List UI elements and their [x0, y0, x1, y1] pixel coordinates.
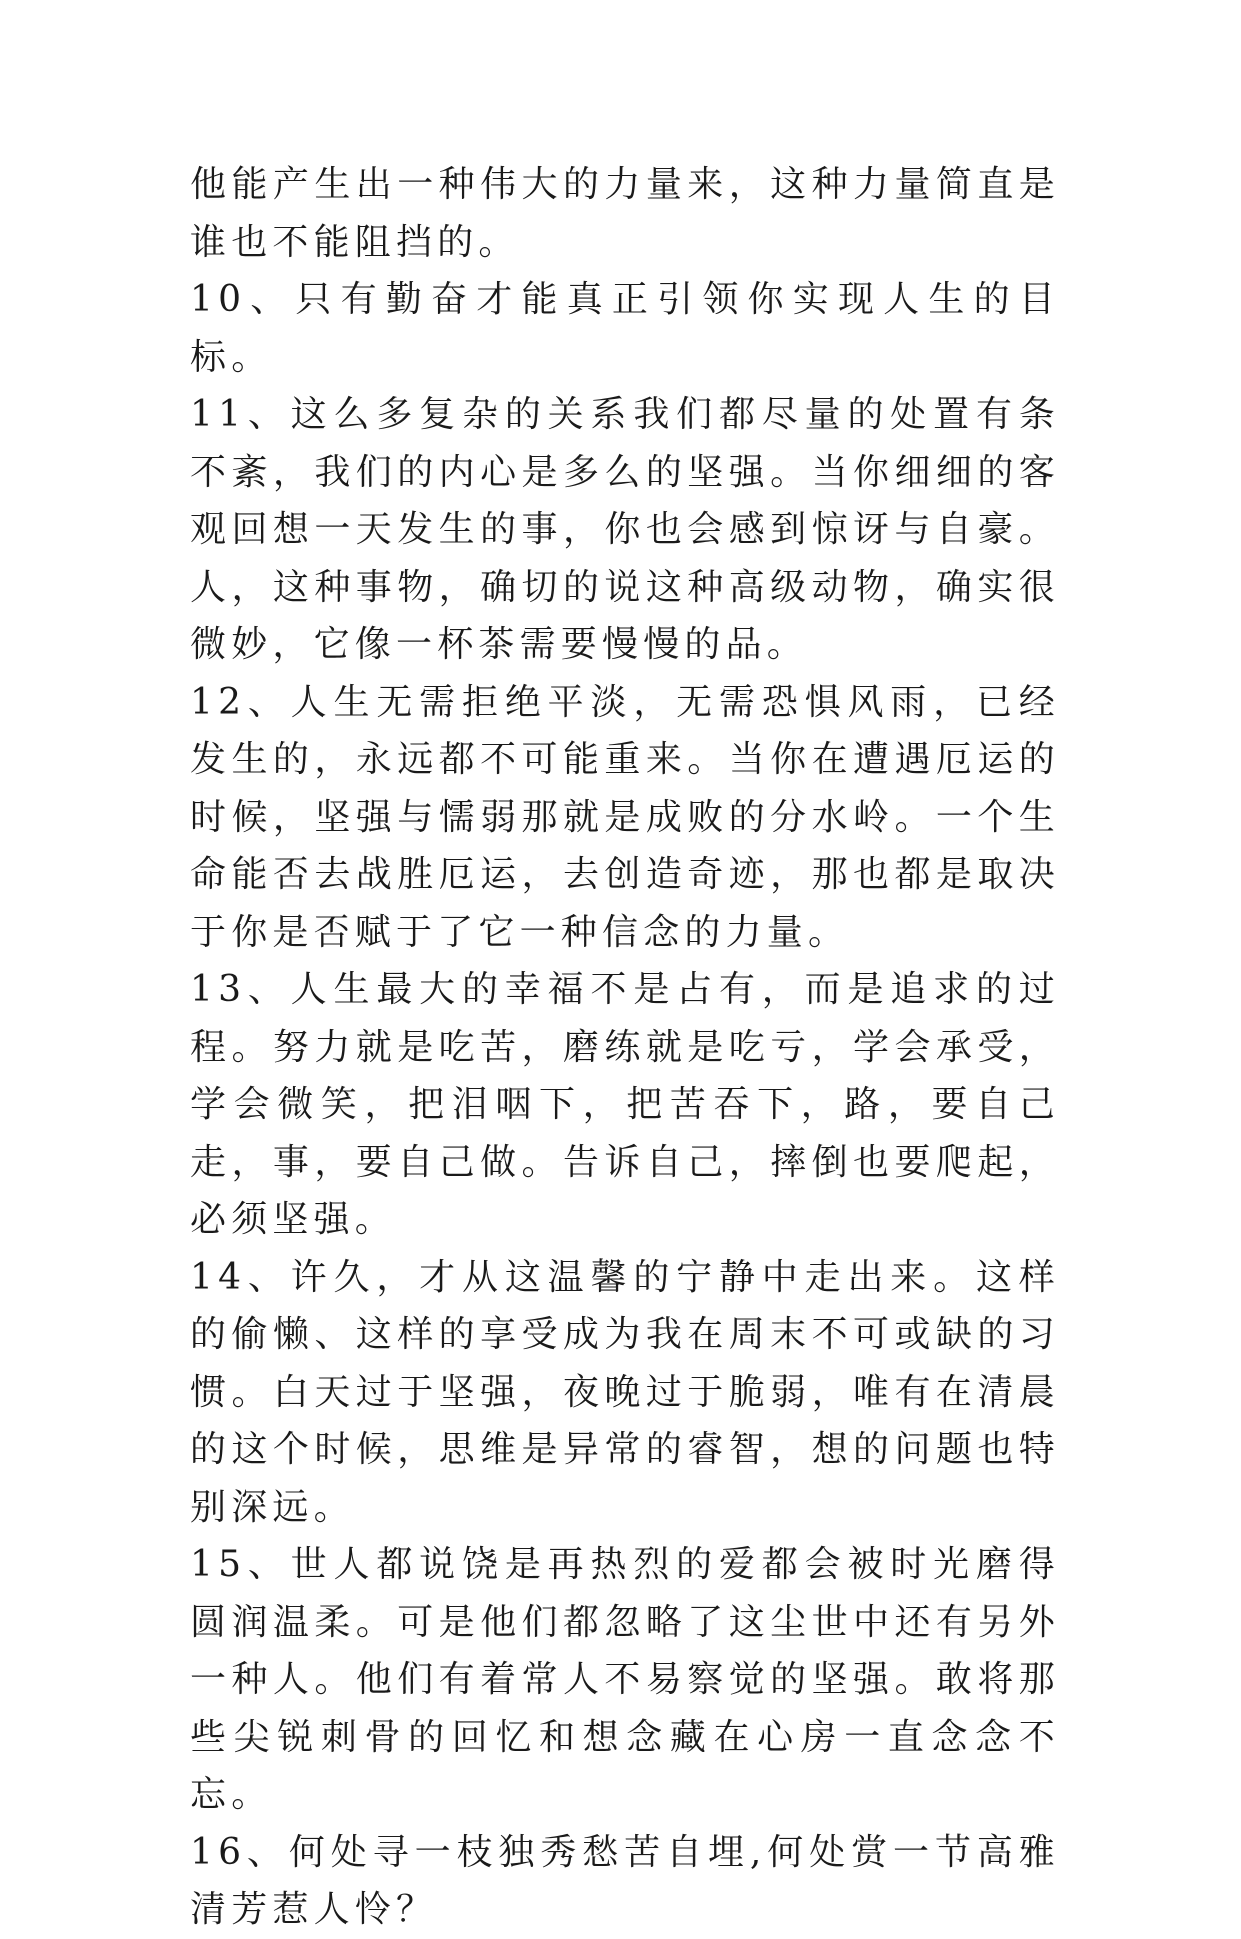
paragraph-item-11: 11、这么多复杂的关系我们都尽量的处置有条不紊，我们的内心是多么的坚强。当你细细的客观回想一天发生的事，你也会感到惊讶与自豪。人，这种事物，确切的说这种高级动物，确实很微妙，它像一杯茶需要慢慢的品。 [190, 394, 1060, 665]
paragraph-continuation: 他能产生出一种伟大的力量来，这种力量简直是谁也不能阻挡的。 [190, 164, 1060, 263]
document-body [190, 156, 1060, 1939]
paragraph-item-12: 12、人生无需拒绝平淡，无需恐惧风雨，已经发生的，永远都不可能重来。当你在遭遇厄运的时候，坚强与懦弱那就是成败的分水岭。一个生命能否去战胜厄运，去创造奇迹，那也都是取决于你是否赋于了它一种信念的力量。 [190, 681, 1060, 953]
paragraph-item-14: 14、许久，才从这温馨的宁静中走出来。这样的偷懒、这样的享受成为我在周末不可或缺的习惯。白天过于坚强，夜晚过于脆弱，唯有在清晨的这个时候，思维是异常的睿智，想的问题也特别深远。 [190, 1256, 1060, 1528]
paragraph-item-10: 10、只有勤奋才能真正引领你实现人生的目标。 [190, 279, 1060, 378]
paragraph-item-16: 16、何处寻一枝独秀愁苦自埋,何处赏一节高雅清芳惹人怜？ [190, 1831, 1060, 1930]
paragraph-item-13: 13、人生最大的幸福不是占有，而是追求的过程。努力就是吃苦，磨练就是吃亏，学会承受，学会微笑，把泪咽下，把苦吞下，路，要自己走，事，要自己做。告诉自己，摔倒也要爬起，必须坚强。 [190, 969, 1060, 1240]
paragraph-item-15: 15、世人都说饶是再热烈的爱都会被时光磨得圆润温柔。可是他们都忽略了这尘世中还有另外一种人。他们有着常人不易察觉的坚强。敢将那些尖锐刺骨的回忆和想念藏在心房一直念念不忘。 [190, 1544, 1060, 1815]
